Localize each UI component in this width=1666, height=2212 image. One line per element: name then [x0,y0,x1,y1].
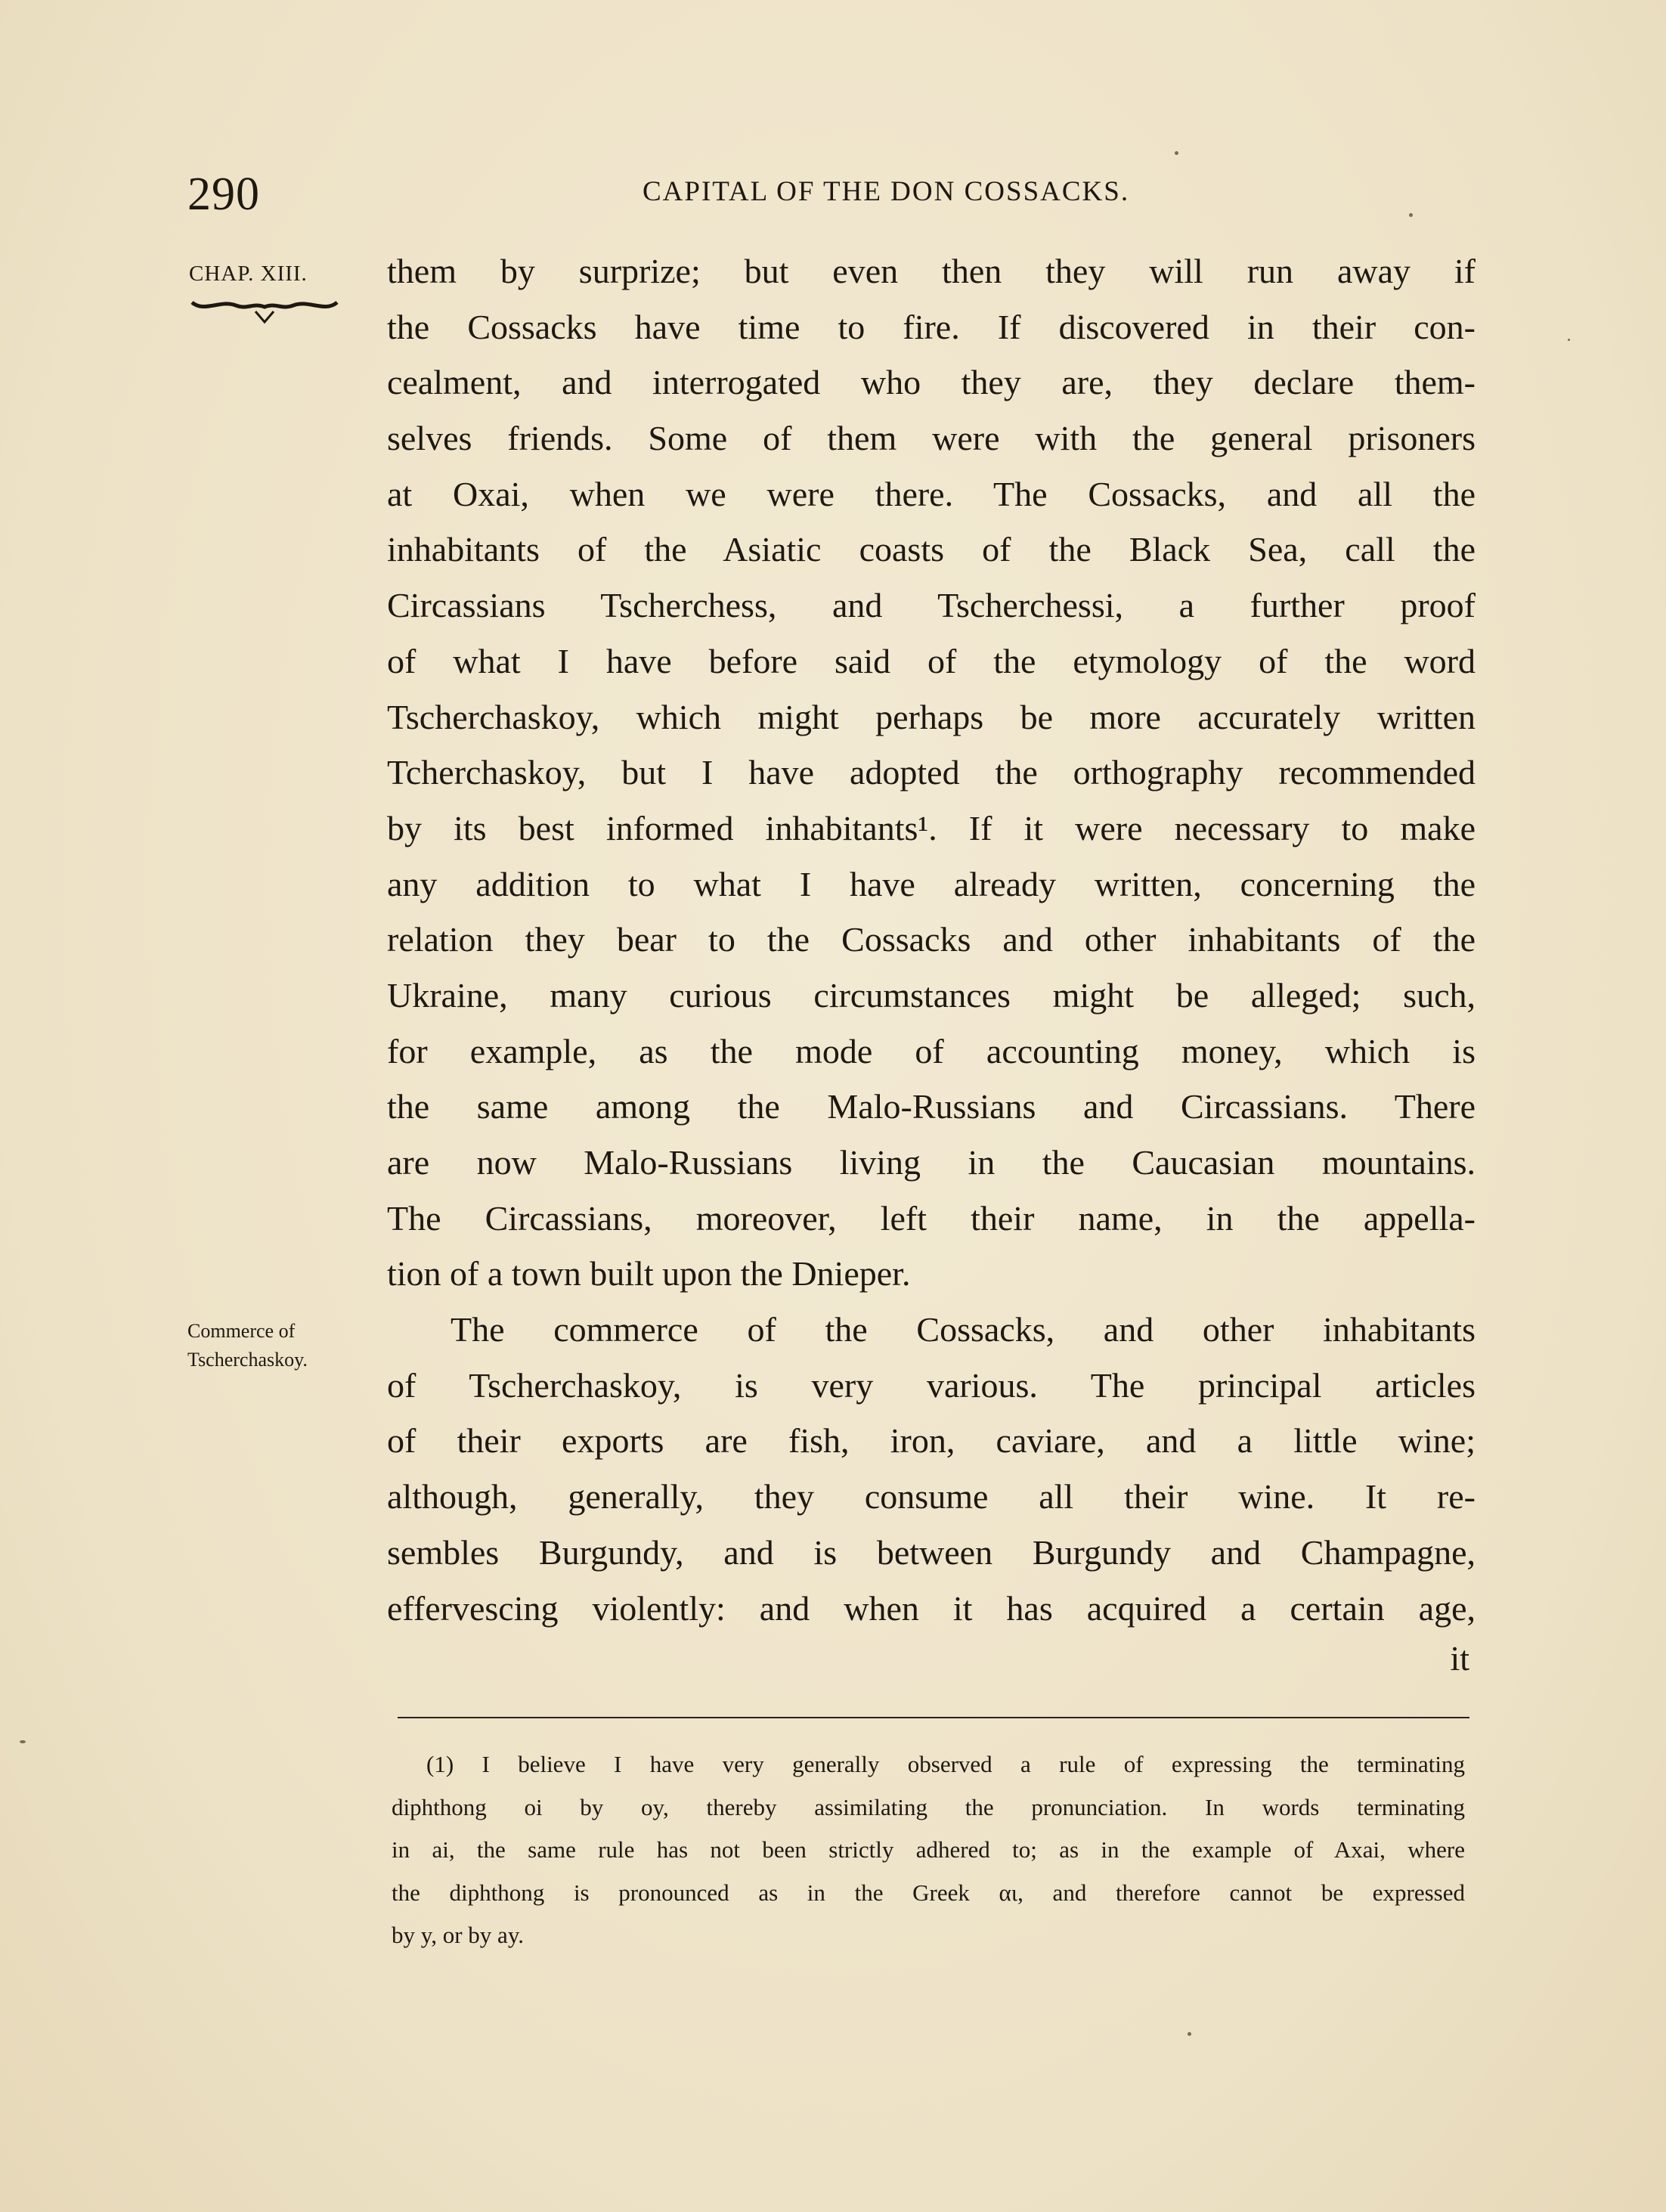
text-line: any addition to what I have already written, concerning the [387,864,1476,903]
chapter-label: CHAP. XIII. [189,262,308,286]
text-line: Tscherchaskoy, which might perhaps be more accurately written [387,697,1476,736]
text-line: selves friends. Some of them were with the general prisoners [387,419,1476,458]
text-line: Ukraine, many curious circumstances might be alleged; such, [387,975,1476,1015]
footnote [392,1743,1465,1957]
text-line: of their exports are fish, iron, caviare, and a little wine; [387,1421,1476,1461]
text-line: Tcherchaskoy, but I have adopted the orthography recommended [387,753,1476,792]
footnote-line: the diphthong is pronounced as in the Greek αι, and therefore cannot be expressed [392,1879,1465,1906]
text-line: are now Malo-Russians living in the Caucasian mountains. [387,1143,1476,1182]
text-line: cealment, and interrogated who they are, they declare them- [387,363,1476,402]
text-line: at Oxai, when we were there. The Cossacks, and all the [387,474,1476,513]
text-line: for example, as the mode of accounting money, which is [387,1031,1476,1070]
text-line: sembles Burgundy, and is between Burgundy and Champagne, [387,1532,1476,1572]
footnote-line: in ai, the same rule has not been strictly adhered to; as in the example of Axai, where [392,1836,1465,1863]
text-line: The commerce of the Cossacks, and other inhabitants [451,1310,1476,1349]
body-text [387,243,1476,1636]
side-note-line: Tscherchaskoy. [187,1349,308,1371]
text-line: the same among the Malo-Russians and Circassians. There [387,1087,1476,1126]
flourish-ornament-icon [189,296,340,327]
text-line: The Circassians, moreover, left their name, in the appella- [387,1198,1476,1238]
side-note-line: Commerce of [187,1320,296,1342]
text-line: tion of a town built upon the Dnieper. [387,1254,911,1293]
text-line: the Cossacks have time to fire. If discovered in their con- [387,307,1476,346]
running-title: CAPITAL OF THE DON COSSACKS. [643,176,1130,207]
text-line: them by surprize; but even then they will run away if [387,252,1476,290]
text-line: inhabitants of the Asiatic coasts of the Black Sea, call the [387,530,1476,569]
catchword: it [1450,1639,1469,1678]
paper-speck [20,1740,26,1743]
text-line: effervescing violently: and when it has acquired a certain age, [387,1588,1476,1628]
page-number: 290 [187,169,260,220]
paper-speck [1409,213,1413,217]
footnote-rule [398,1717,1469,1718]
text-line: by its best informed inhabitants¹. If it were necessary to make [387,808,1476,847]
footnote-line: diphthong oi by oy, thereby assimilating the pronunciation. In words terminating [392,1793,1465,1820]
footnote-line: by y, or by ay. [392,1922,525,1948]
margin-side-note [187,1317,308,1374]
text-line: relation they bear to the Cossacks and other inhabitants of the [387,920,1476,959]
paper-speck [1568,339,1570,341]
text-line: of Tscherchaskoy, is very various. The principal articles [387,1365,1476,1405]
text-line: although, generally, they consume all their wine. It re- [387,1477,1476,1516]
paper-speck [1188,2032,1191,2036]
footnote-line: (1) I believe I have very generally observed a rule of expressing the terminating [426,1751,1465,1777]
text-line: Circassians Tscherchess, and Tscherchessi, a further proof [387,586,1476,625]
text-line: of what I have before said of the etymology of the word [387,641,1476,680]
paper-speck [1175,151,1178,155]
